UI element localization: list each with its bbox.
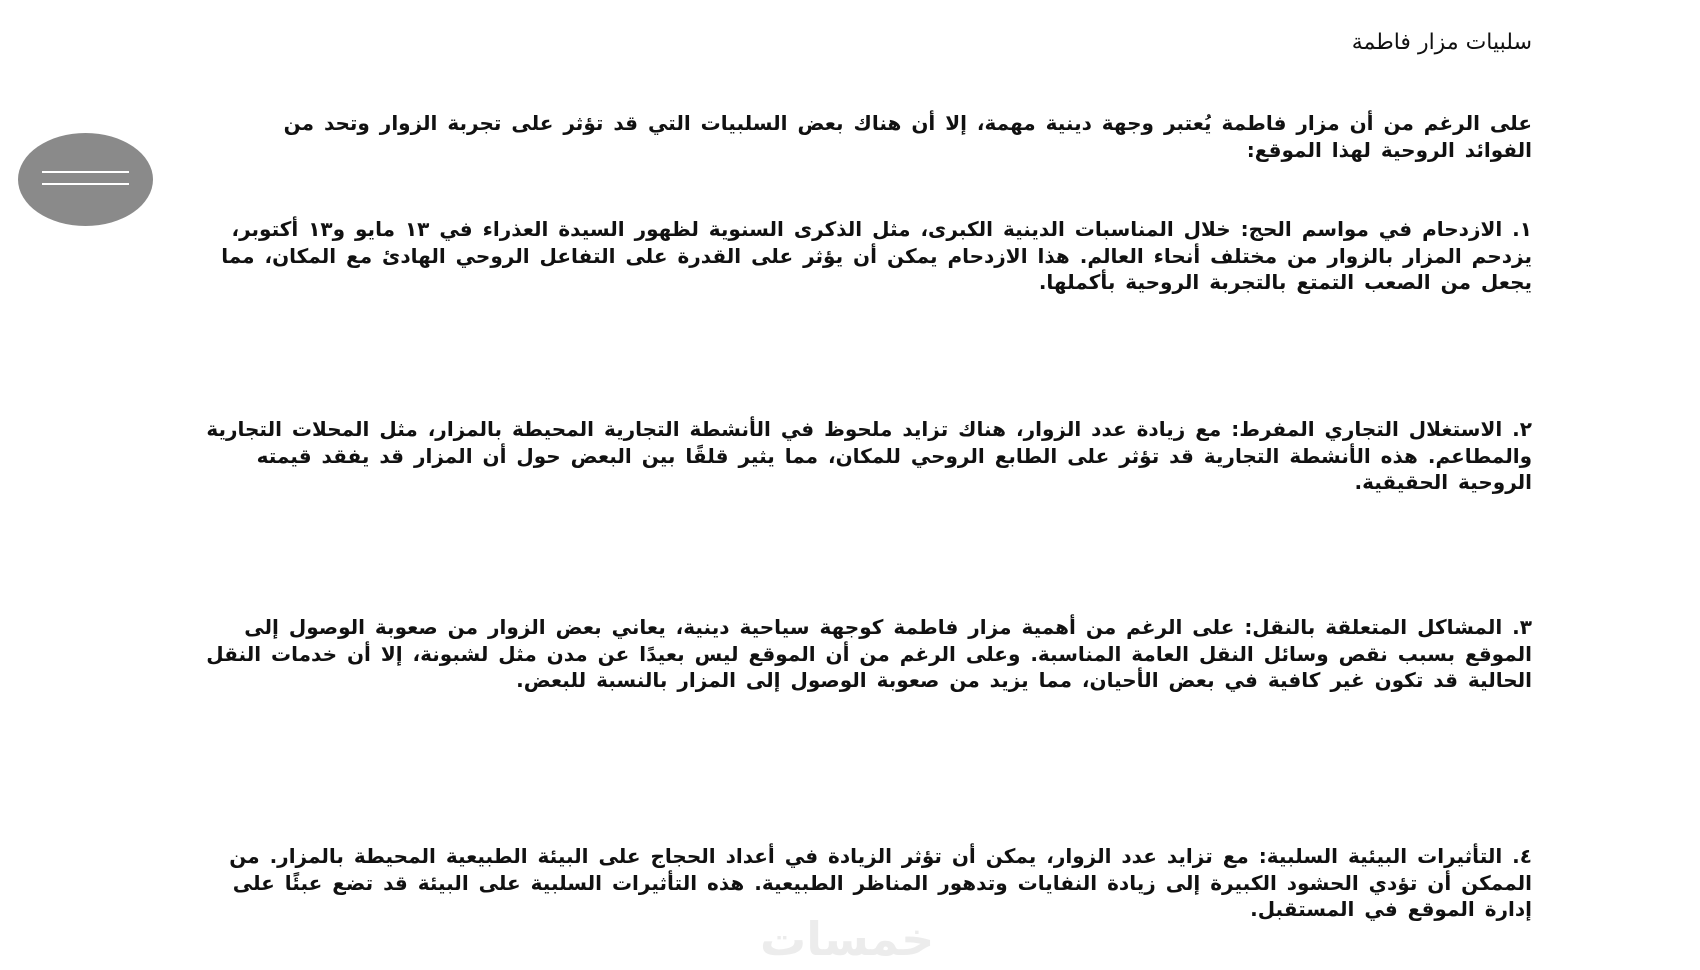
menu-button[interactable] <box>18 133 153 226</box>
document-title: سلبيات مزار فاطمة <box>1351 30 1532 55</box>
point-2-paragraph: ٢. الاستغلال التجاري المفرط: مع زيادة عدد الزوار، هناك تزايد ملحوظ في الأنشطة التجارية المحيطة بالمزار، مثل المحلات التجارية والمطاعم. هذه الأنشطة التجارية قد تؤثر على الطابع الروحي للمكان، مما يثير قلقًا بين البعض حول أن المزار قد يفقد قيمته الروحية الحقيقية. <box>206 417 1532 494</box>
intro-paragraph: على الرغم من أن مزار فاطمة يُعتبر وجهة دينية مهمة، إلا أن هناك بعض السلبيات التي قد تؤثر على تجربة الزوار وتحد من الفوائد الروحية لهذا الموقع: <box>283 111 1532 162</box>
point-4-paragraph: ٤. التأثيرات البيئية السلبية: مع تزايد عدد الزوار، يمكن أن تؤثر الزيادة في أعداد الحجاج على البيئة الطبيعية المحيطة بالمزار. من الممكن أن تؤدي الحشود الكبيرة إلى زيادة النفايات وتدهور المناظر الطبيعية. هذه التأثيرات السلبية على البيئة قد تضع عبئًا على إدارة الموقع في المستقبل. <box>229 844 1532 921</box>
watermark-logo: خمسات <box>760 912 935 966</box>
hamburger-menu-icon-line <box>42 183 129 185</box>
point-3-paragraph: ٣. المشاكل المتعلقة بالنقل: على الرغم من أهمية مزار فاطمة كوجهة سياحية دينية، يعاني بعض الزوار من صعوبة الوصول إلى الموقع بسبب نقص وسائل النقل العامة المناسبة. وعلى الرغم من أن الموقع ليس بعيدًا عن مدن مثل لشبونة، إلا أن خدمات النقل الحالية قد تكون غير كافية في بعض الأحيان، مما يزيد من صعوبة الوصول إلى المزار بالنسبة للبعض. <box>206 615 1532 692</box>
hamburger-menu-icon <box>42 171 129 173</box>
point-1-paragraph: ١. الازدحام في مواسم الحج: خلال المناسبات الدينية الكبرى، مثل الذكرى السنوية لظهور السيدة العذراء في ١٣ مايو و١٣ أكتوبر، يزدحم المزار بالزوار من مختلف أنحاء العالم. هذا الازدحام يمكن أن يؤثر على القدرة على التفاعل الروحي الهادئ مع المكان، مما يجعل من الصعب التمتع بالتجربة الروحية بأكملها. <box>221 217 1532 294</box>
